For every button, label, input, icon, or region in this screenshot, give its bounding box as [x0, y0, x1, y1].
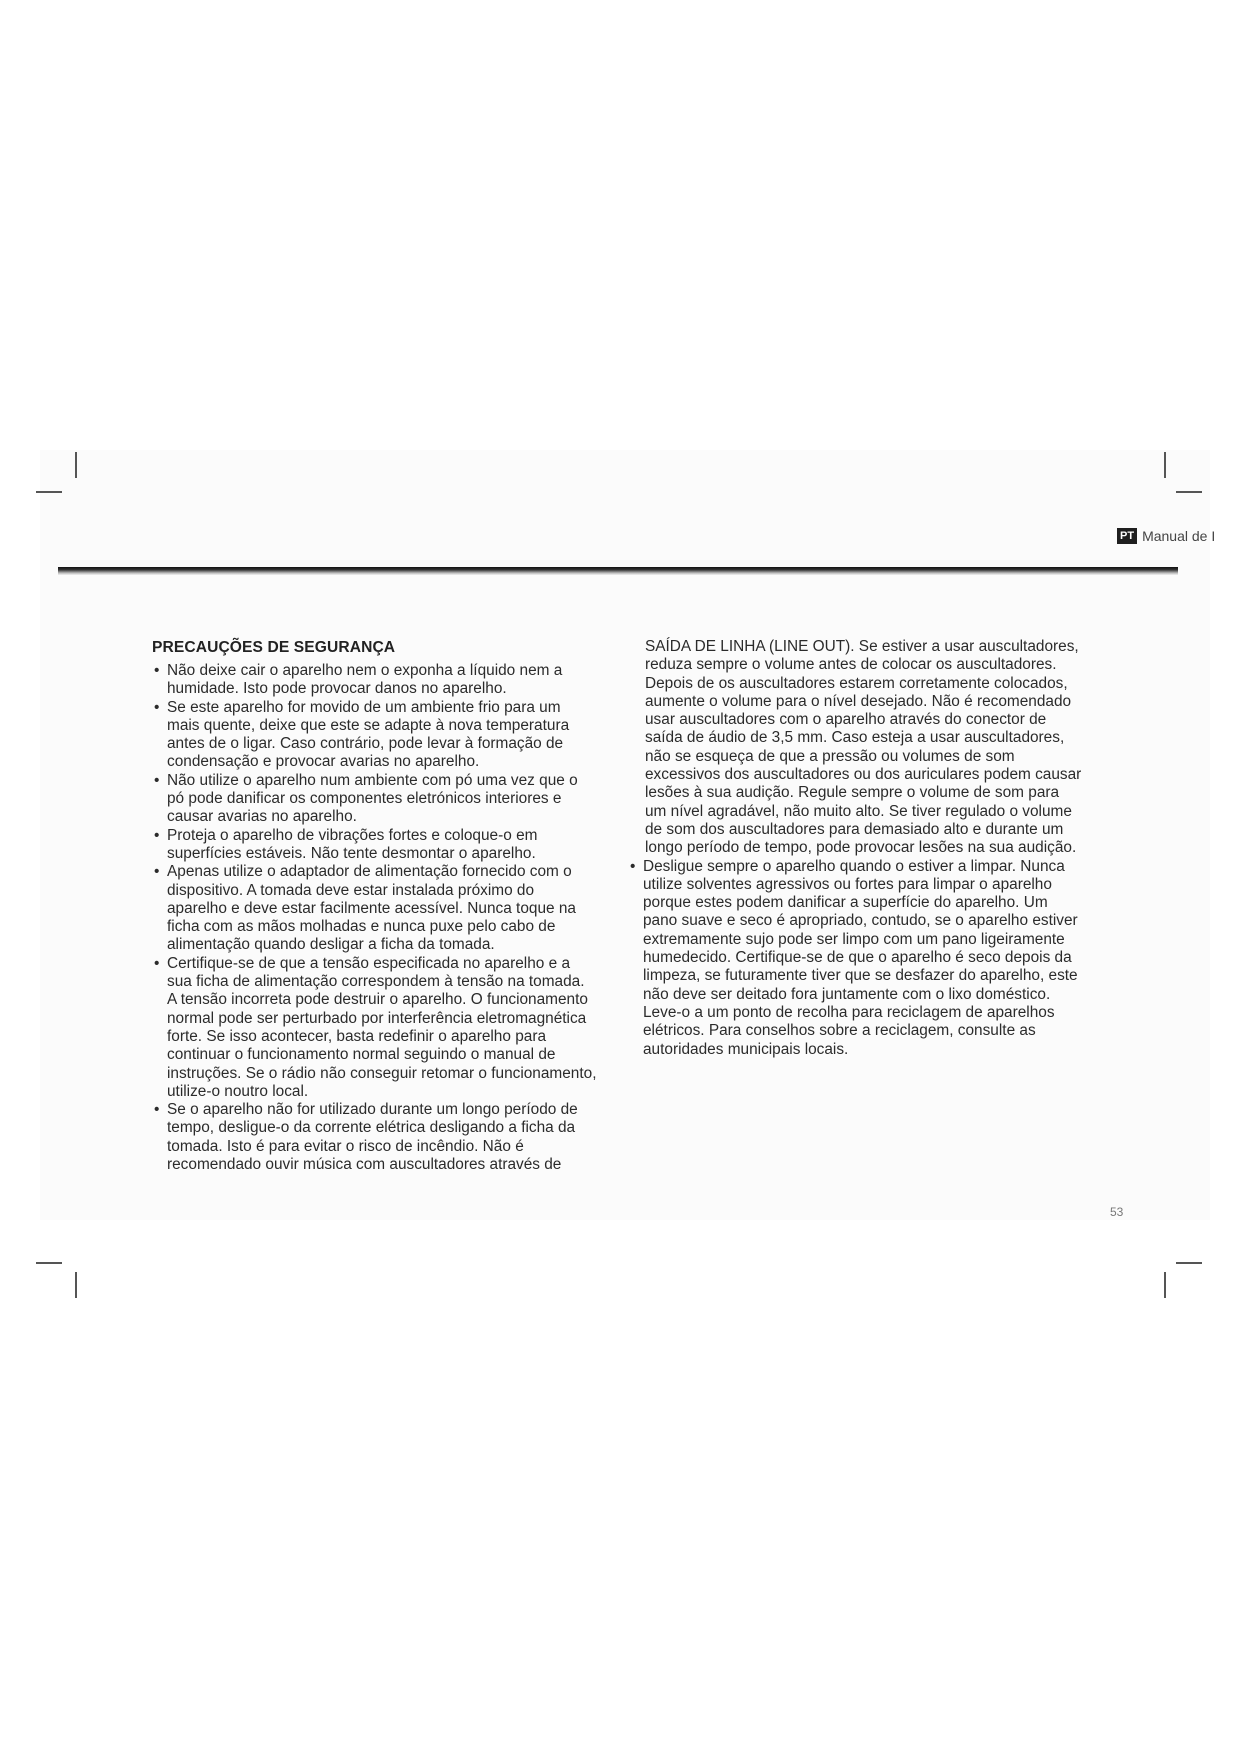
- language-badge: PT: [1117, 528, 1137, 544]
- safety-list: [152, 662, 597, 1174]
- crop-mark-bottom-left-horizontal: [36, 1262, 62, 1264]
- continued-paragraph: SAÍDA DE LINHA (LINE OUT). Se estiver a usar auscultadores, reduza sempre o volume antes de colocar os auscultadores. Depois de os auscultadores estarem corretamente colocados, aumente o volume para o nível desejado. Não é recomendado usar auscultadores com o aparelho através do conector de saída de áudio de 3,5 mm. Caso esteja a usar auscultadores, não se esqueça de que a pressão ou volumes de som excessivos dos auscultadores ou dos auriculares podem causar lesões à sua audição. Regule sempre o volume de som para um nível agradável, não muito alto. Se tiver regulado o volume de som dos auscultadores para demasiado alto e durante um longo período de tempo, pode provocar lesões na sua audição.: [645, 638, 1082, 857]
- header-rule: [58, 567, 1178, 575]
- manual-label: Manual de I: [1142, 528, 1216, 544]
- list-item: • Não deixe cair o aparelho nem o exponha a líquido nem a humidade. Isto pode provocar danos no aparelho.: [152, 662, 597, 699]
- right-column: [628, 638, 1083, 1059]
- crop-mark-top-left-vertical: [75, 452, 77, 478]
- list-item: • Certifique-se de que a tensão especificada no aparelho e a sua ficha de alimentação correspondem à tensão na tomada. A tensão incorreta pode destruir o aparelho. O funcionamento normal pode ser perturbado por interferência eletromagnética forte. Se isso acontecer, basta redefinir o aparelho para continuar o funcionamento normal seguindo o manual de instruções. Se o rádio não conseguir retomar o funcionamento, utilize-o noutro local.: [152, 955, 597, 1101]
- list-item: • Se este aparelho for movido de um ambiente frio para um mais quente, deixe que este se adapte à nova temperatura antes de o ligar. Caso contrário, pode levar à formação de condensação e provocar avarias no aparelho.: [152, 699, 597, 772]
- crop-mark-top-left-horizontal: [36, 491, 62, 493]
- crop-mark-bottom-left-vertical: [75, 1272, 77, 1298]
- list-item: • Desligue sempre o aparelho quando o estiver a limpar. Nunca utilize solventes agressivos ou fortes para limpar o aparelho porque estes podem danificar a superfície do aparelho. Um pano suave e seco é apropriado, contudo, se o aparelho estiver extremamente sujo pode ser limpo com um pano ligeiramente humedecido. Certifique-se de que o aparelho é seco depois da limpeza, se futuramente tiver que se desfazer do aparelho, este não deve ser deitado fora juntamente com o lixo doméstico. Leve-o a um ponto de recolha para reciclagem de aparelhos elétricos. Para conselhos sobre a reciclagem, consulte as autoridades municipais locais.: [628, 858, 1083, 1059]
- crop-mark-top-right-horizontal: [1176, 491, 1202, 493]
- page-number: 53: [1110, 1205, 1124, 1219]
- safety-list-continued: [628, 858, 1083, 1059]
- list-item: • Proteja o aparelho de vibrações fortes e coloque-o em superfícies estáveis. Não tente desmontar o aparelho.: [152, 827, 597, 864]
- list-item: • Não utilize o aparelho num ambiente com pó uma vez que o pó pode danificar os componentes eletrónicos interiores e causar avarias no aparelho.: [152, 772, 597, 827]
- list-item: • Apenas utilize o adaptador de alimentação fornecido com o dispositivo. A tomada deve estar instalada próximo do aparelho e deve estar facilmente acessível. Nunca toque na ficha com as mãos molhadas e nunca puxe pelo cabo de alimentação quando desligar a ficha da tomada.: [152, 863, 597, 954]
- list-item: • Se o aparelho não for utilizado durante um longo período de tempo, desligue-o da corrente elétrica desligando a ficha da tomada. Isto é para evitar o risco de incêndio. Não é recomendado ouvir música com auscultadores através de: [152, 1101, 597, 1174]
- crop-mark-bottom-right-vertical: [1164, 1272, 1166, 1298]
- running-header: [1117, 528, 1215, 544]
- left-column: [152, 638, 597, 1174]
- crop-mark-bottom-right-horizontal: [1176, 1262, 1202, 1264]
- crop-mark-top-right-vertical: [1164, 452, 1166, 478]
- section-heading: PRECAUÇÕES DE SEGURANÇA: [152, 639, 396, 656]
